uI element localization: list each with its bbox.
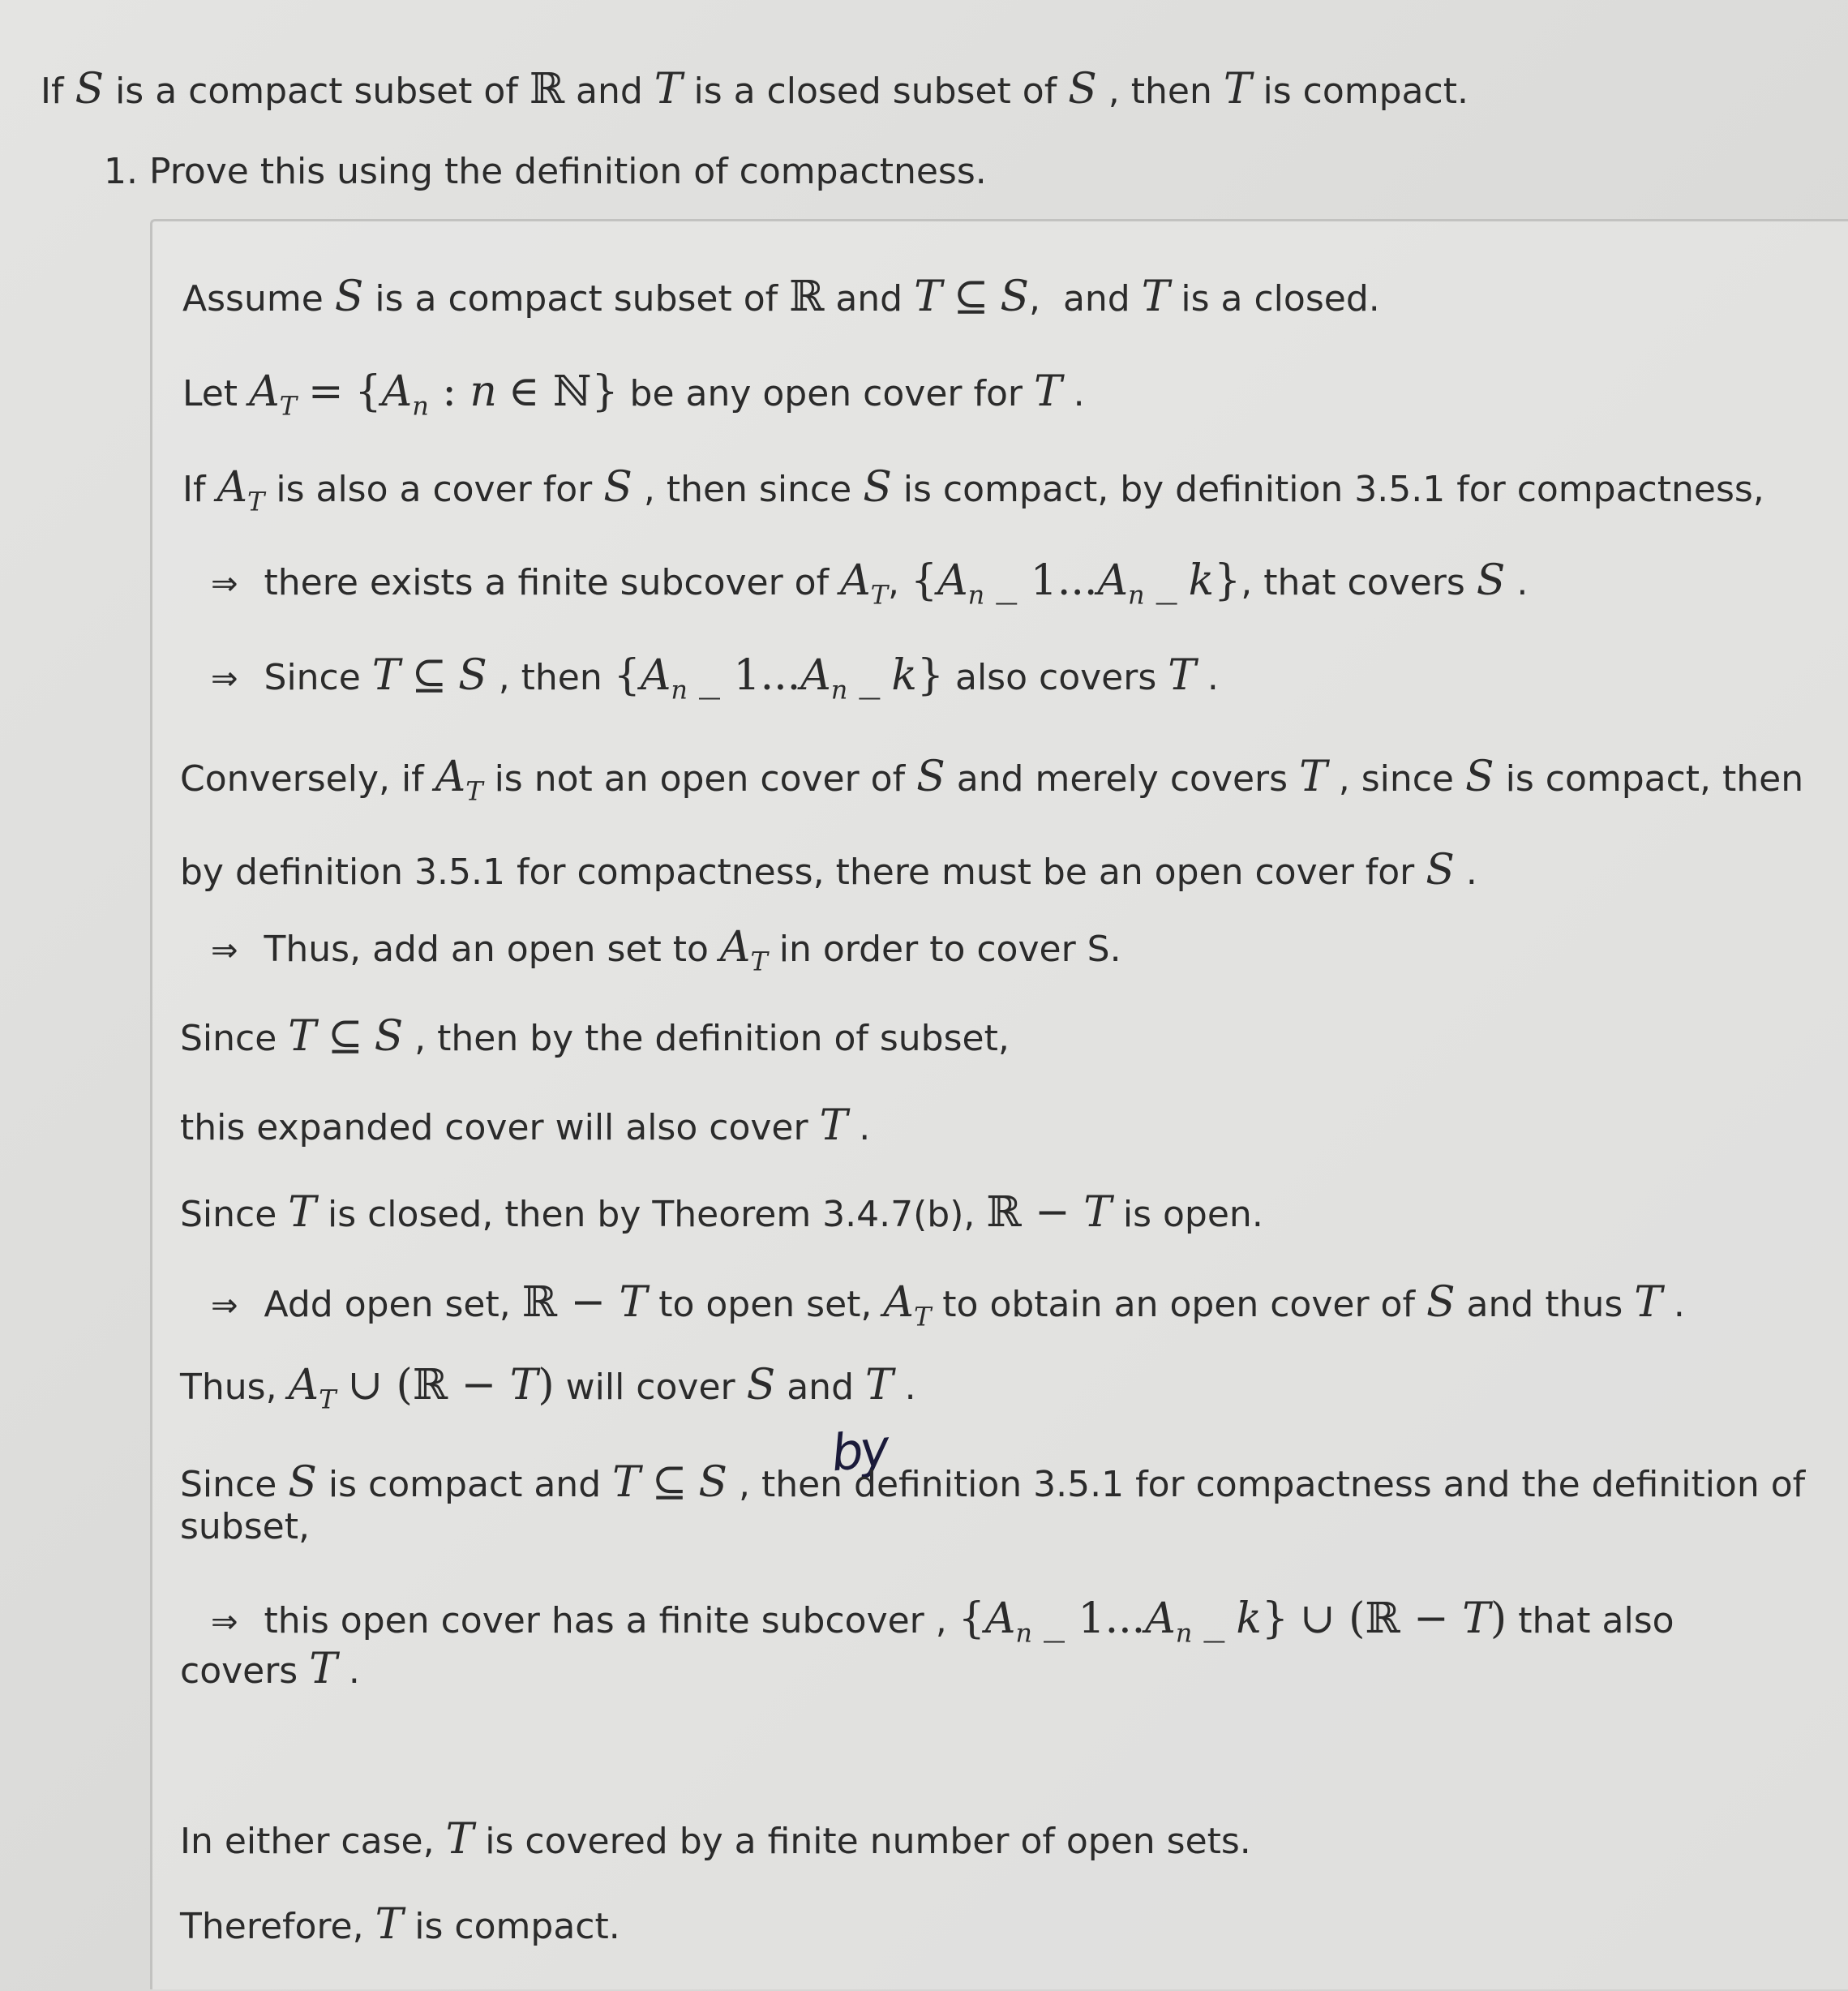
answer-line-7: by definition 3.5.1 for compactness, there must be an open cover for S .	[180, 846, 1477, 895]
answer-line-3: If $A_T$ is also a cover for S , then since S is compact, by definition 3.5.1 for compactness,	[182, 463, 1764, 517]
answer-line-17: covers T .	[180, 1645, 360, 1693]
implies-icon: ⇒	[211, 932, 238, 969]
answer-line-14: Since S is compact and T ⊆ S , then definition 3.5.1 for compactness and the definition of	[180, 1458, 1806, 1507]
answer-line-5: ⇒ Since T ⊆ S , then {$A_n$ _ $1...A_n$ _ k} also covers T .	[211, 651, 1219, 706]
answer-line-9: Since T ⊆ S , then by the definition of subset,	[180, 1012, 1010, 1061]
answer-line-16: ⇒ this open cover has a finite subcover , {$A_n$ _ $1...A_n$ _ k} ∪ (ℝ − T) that also	[211, 1594, 1674, 1649]
implies-icon: ⇒	[211, 1287, 238, 1324]
handwritten-note: by	[828, 1418, 890, 1483]
implies-icon: ⇒	[211, 1603, 238, 1641]
answer-line-4: ⇒ there exists a finite subcover of $A_T$, {$A_n$ _ $1...A_n$ _ k}, that covers S .	[211, 556, 1529, 611]
implies-icon: ⇒	[211, 660, 238, 697]
answer-line-8: ⇒ Thus, add an open set to $A_T$ in order to cover S.	[211, 923, 1121, 977]
problem-statement: If S is a compact subset of ℝ and T is a closed subset of S , then T is compact.	[41, 65, 1469, 114]
implies-icon: ⇒	[211, 565, 238, 603]
answer-line-19: Therefore, T is compact.	[180, 1900, 620, 1949]
answer-line-13: Thus, $A_T$ ∪ (ℝ − T) will cover S and T .	[180, 1361, 916, 1415]
answer-line-10: this expanded cover will also cover T .	[180, 1101, 871, 1150]
answer-line-1: Assume S is a compact subset of ℝ and T ⊆ S, and T is a closed.	[182, 272, 1380, 321]
answer-line-11: Since T is closed, then by Theorem 3.4.7(b), ℝ − T is open.	[180, 1188, 1263, 1237]
answer-line-15: subset,	[180, 1506, 310, 1547]
answer-line-6: Conversely, if $A_T$ is not an open cover of S and merely covers T , since S is compact, then	[180, 753, 1804, 807]
problem-part-1: 1. Prove this using the definition of compactness.	[104, 151, 987, 192]
answer-line-18: In either case, T is covered by a finite number of open sets.	[180, 1815, 1251, 1864]
answer-line-2: Let $A_T = \{A_n$ : n ∈ ℕ} be any open cover for T .	[182, 367, 1085, 422]
answer-line-12: ⇒ Add open set, ℝ − T to open set, $A_T$ to obtain an open cover of S and thus T .	[211, 1278, 1685, 1332]
